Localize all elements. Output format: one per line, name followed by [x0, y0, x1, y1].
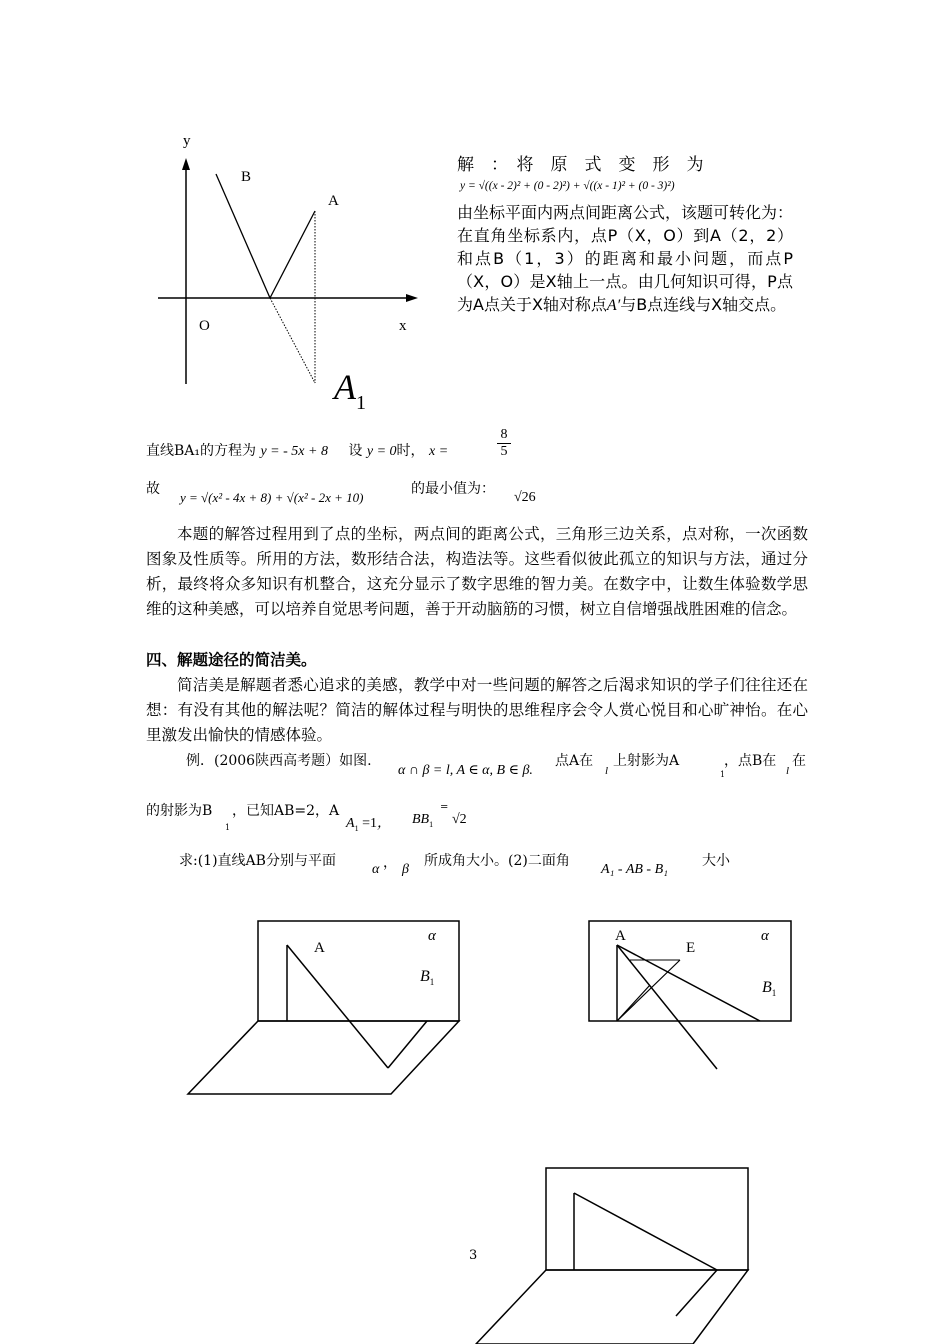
sqrt-two: √2 — [452, 812, 467, 827]
question-mid: 所成角大小。(2)二面角 — [424, 853, 570, 869]
min-value-suffix: 的最小值为： — [411, 481, 495, 497]
line-equation: 直线BA₁的方程为 y = - 5x + 8 设 y = 0时， x = — [146, 443, 449, 459]
example-line2-b: ，已知AB=2，A — [232, 803, 340, 819]
line-l-symbol-2: l — [786, 765, 790, 777]
solution-formula: y = √((x - 2)² + (0 - 2)²) + √((x - 1)² + (0 - 3)²) — [460, 180, 675, 192]
fig1-b1: $B_1$ — [420, 968, 435, 988]
min-value-formula: y = √(x² - 4x + 8) + √(x² - 2x + 10) — [180, 490, 364, 505]
fig2-point-a: A — [615, 928, 626, 944]
plane-beta: β — [402, 862, 409, 877]
equals-sign: = — [440, 802, 449, 813]
a-prime-symbol: A′ — [606, 297, 621, 314]
solution-body: 由坐标平面内两点间距离公式，该题可转化为：在直角坐标系内，点P（X，O）到A（2，2）和点B（1，3）的距离和最小问题，而点P（X，O）是X轴上一点。由几何知识可得，P点为A点关于X轴对称点A′与B点连线与X轴交点。 — [457, 203, 794, 314]
reflected-point-label: $A_1$ — [334, 367, 366, 414]
sub-1: 1 — [720, 770, 726, 779]
fig2-b1: $B_1$ — [762, 979, 777, 999]
y-axis-label: y — [183, 133, 191, 149]
aa1-equation: $A_1 =1$， — [346, 816, 391, 833]
section-heading: 四、解题途径的简洁美。 — [146, 652, 317, 669]
page-number: 3 — [469, 1248, 478, 1263]
example-text-4: 在 — [792, 753, 806, 769]
fig2-point-e: E — [686, 940, 696, 956]
question-prefix: 求:(1)直线AB分别与平面 — [179, 853, 336, 869]
example-text-3: ，点B在 — [724, 753, 777, 769]
bb1-equation: $BB_1$ — [412, 812, 434, 829]
sub-b1: 1 — [225, 823, 231, 832]
x-axis-label: x — [399, 318, 407, 334]
dihedral-angle: A₁ - AB - B₁ — [601, 862, 669, 877]
point-a-label: A — [328, 193, 339, 209]
example-condition: α ∩ β = l, A ∈ α, B ∈ β. — [398, 763, 533, 778]
plane-alpha: α — [372, 862, 380, 877]
paragraph-summary: 本题的解答过程用到了点的坐标，两点间的距离公式，三角形三边关系，点对称，一次函数图象及性质等。所用的方法，数形结合法，构造法等。这些看似彼此孤立的知识与方法，通过分析，最终将众多知识有机整合，这充分显示了数字思维的智力美。在数字中，让数生体验数学思维的这种美感，可以培养自觉思考问题，善于开动脑筋的习惯，树立自信增强战胜困难的信念。 — [146, 525, 808, 618]
origin-label: O — [199, 318, 210, 334]
paragraph-concise: 简洁美是解题者悉心追求的美感，教学中对一些问题的解答之后渴求知识的学子们往往还在想：有没有其他的解法呢？简洁的解体过程与明快的思维程序会令人赏心悦目和心旷神怡。在心里激发出愉快的情感体验。 — [146, 676, 808, 744]
min-value-prefix: 故 — [146, 481, 160, 497]
fig1-point-a: A — [314, 940, 325, 956]
fig1-alpha: α — [428, 928, 436, 944]
fig2-alpha: α — [761, 928, 769, 944]
question-comma: ， — [383, 855, 397, 871]
example-text-2: 上射影为A — [613, 753, 680, 769]
example-prefix: 例．(2006陕西高考题）如图. — [186, 753, 372, 769]
question-suffix: 大小 — [702, 853, 730, 869]
example-text-1: 点A在 — [555, 753, 594, 769]
solution-heading: 解 ： 将 原 式 变 形 为 — [457, 155, 704, 175]
fraction: 8 5 — [497, 427, 511, 460]
line-l-symbol: l — [605, 765, 609, 777]
point-b-label: B — [241, 169, 252, 185]
min-value: √26 — [514, 490, 536, 505]
example-line2-a: 的射影为B — [146, 803, 213, 819]
